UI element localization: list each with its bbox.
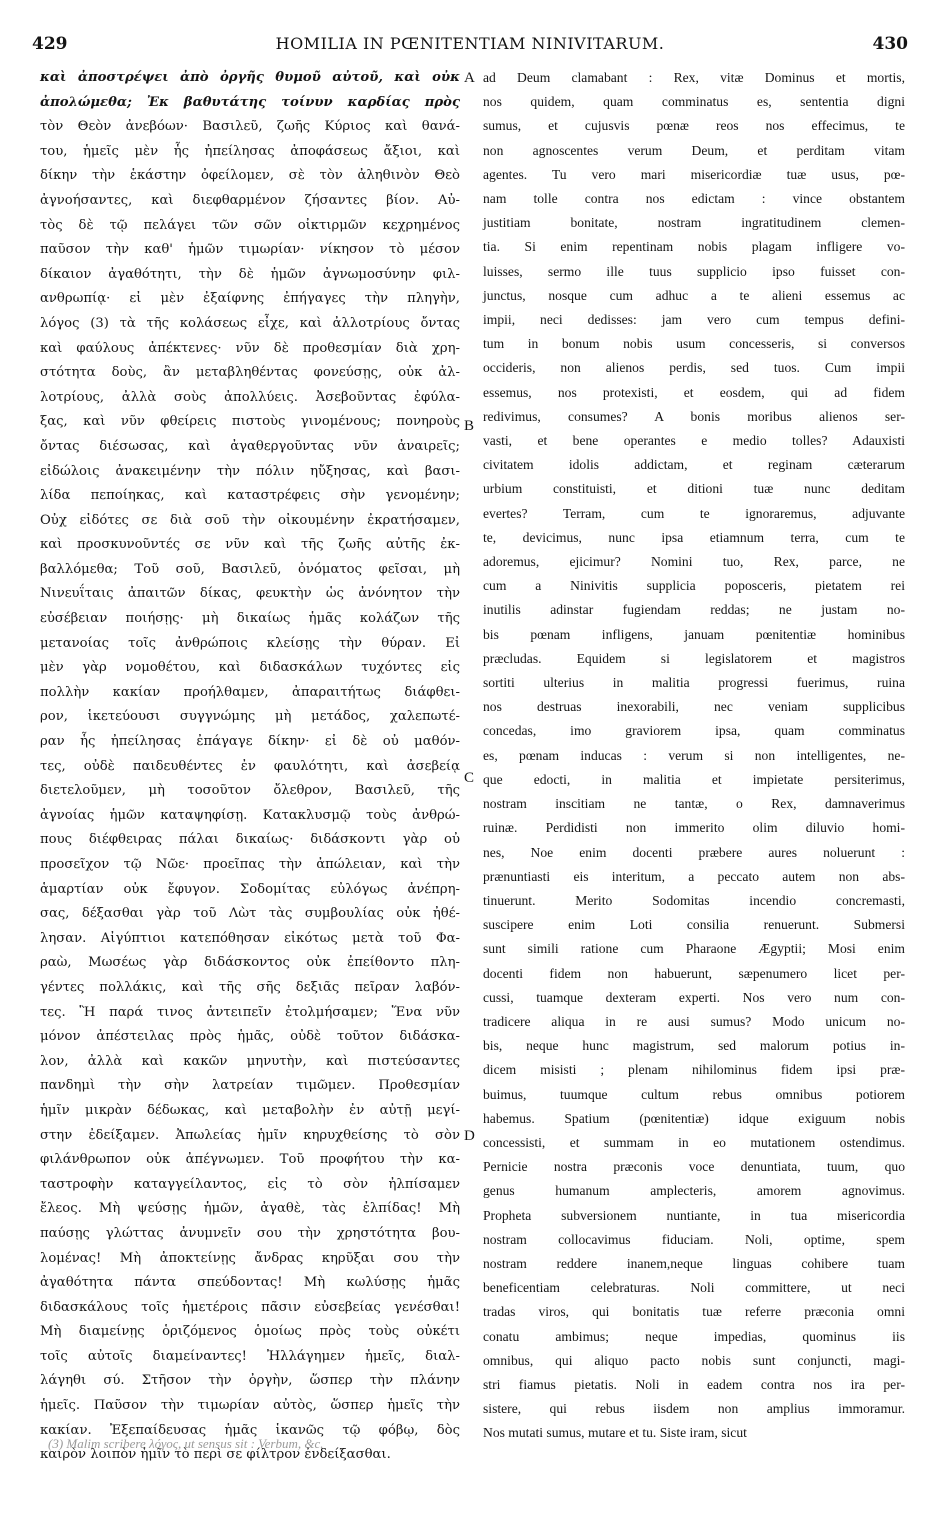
- text-line: σας, δέξασθαι γὰρ τοῦ Λὼτ τὰς συμβουλίας οὐκ ἠθέ-: [40, 906, 460, 922]
- text-line: nos destruas inexorabili, nec veniam supplicibus: [483, 699, 905, 715]
- text-line: Μὴ διαμείνῃς ὁριζόμενος ὁμοίως πρὸς τοὺς οὐκέτι: [40, 1324, 460, 1340]
- text-line: καὶ προσκυνοῦντές σε νῦν καὶ τῆς ζωῆς αὐτῆς ἐκ-: [40, 537, 460, 553]
- text-line: λομένας! Μὴ ἀποκτείνῃς ἄνδρας κηρῦξαι σου τὴν: [40, 1250, 460, 1266]
- text-line: ανθρωπίᾳ· εἰ μὲν ἐξαίφνης ἐπήγαγες τὴν πληγὴν,: [40, 291, 460, 307]
- running-title: HOMILIA IN PŒNITENTIAM NINIVITARUM.: [275, 34, 665, 53]
- margin-marker-c: C: [464, 770, 475, 786]
- text-line: στην ἐδείξαμεν. Ἀπωλείας ἡμῖν κηρυχθείσης τὸ σὸν: [40, 1127, 460, 1143]
- text-line: nostram collocavimus fiduciam. Noli, optime, spem: [483, 1231, 905, 1247]
- text-line: habemus. Spatium (pœnitentiæ) idque exiguum nobis: [483, 1110, 905, 1126]
- text-line: tinuerunt. Merito Sodomitas incendio concremasti,: [483, 892, 905, 908]
- text-line: καὶ ἀποστρέψει ἀπὸ ὀργῆς θυμοῦ αὐτοῦ, καὶ οὐκ: [40, 70, 460, 85]
- text-line: ξας, καὶ νῦν φθείρεις πιστοὺς γινομένους; πονηροὺς: [40, 414, 460, 430]
- text-line: ραν ἧς ἠπείλησας ἐπάγαγε δίκην· εἰ δὲ οὐ μαθόν-: [40, 734, 460, 750]
- text-line: conatu ambimus; neque impedias, quominus iis: [483, 1328, 905, 1344]
- text-line: redivimus, consumes? A bonis moribus alienos ser-: [483, 408, 905, 424]
- text-line: prænuntiasti eis interitum, a peccato autem non abs-: [483, 868, 905, 884]
- text-line: sunt simili ratione cum Pharaone Ægyptii; Mosi enim: [483, 941, 905, 957]
- text-line: προσεῖχον τῷ Νῶε· προεῖπας τὴν ἀπώλειαν, καὶ τὴν: [40, 857, 460, 872]
- text-line: λάγηθι σύ. Στῆσον τὴν ὀργὴν, ὥσπερ τὴν πλάνην: [40, 1373, 460, 1389]
- text-line: docenti fidem non habuerunt, sæpenumero licet per-: [483, 965, 905, 981]
- text-line: Pernicie nostra præconis voce denuntiata, tuum, quo: [483, 1159, 905, 1175]
- latin-text-column: [483, 66, 905, 1446]
- text-line: ἔλεος. Μὴ ψεύσῃς ἡμῶν, ἀγαθὲ, τὰς ἐλπίδας! Μὴ: [40, 1201, 460, 1217]
- text-line: nes, Noe enim docenti præbere aures noluerunt :: [483, 844, 905, 860]
- margin-marker-d: D: [464, 1128, 475, 1144]
- text-line: ἡμῖν μικρὰν δέδωκας, καὶ μεταβολὴν ἐν αὐτῇ μεγί-: [40, 1102, 460, 1118]
- text-line: του, ἡμεῖς μὲν ἧς ἠπείλησας ἀποφάσεως ἄξιοι, καὶ: [40, 143, 460, 159]
- text-line: ἀγνοήσαντες, καὶ διεφθαρμένον ζήσαντες βίον. Αὐ-: [40, 192, 460, 208]
- text-line: δίκαιον ἀγαθότητι, τὴν δὲ ἡμῶν ἀγνωμοσύνην φιλ-: [40, 266, 460, 282]
- text-line: omnibus, qui aliquo pacto nobis sunt conjuncti, magi-: [483, 1352, 905, 1368]
- text-line: tia. Si enim repentinam nobis plagam infligere vo-: [483, 239, 905, 255]
- text-line: ραὼ, Μωσέως γὰρ διδάσκοντος οὐκ ἐπείθοντο πλη-: [40, 955, 460, 971]
- text-line: παύσῃς γλώττας ἀνυμνεῖν σου τὴν χρηστότητα βου-: [40, 1225, 460, 1241]
- text-line: βαλλόμεθα; Τοῦ σοῦ, Βασιλεῦ, ὀνόματος φεῖσαι, μὴ: [40, 561, 460, 577]
- text-line: cum a Ninivitis supplicia poposceris, pietatem rei: [483, 578, 905, 594]
- text-line: ἀγαθότητα πάντα σπεύδοντας! Μὴ κωλύσῃς ἡμᾶς: [40, 1275, 460, 1291]
- text-line: sortiti ulterius in malitia progressi fuerimus, ruina: [483, 675, 905, 691]
- text-line: τες, οὐδὲ παιδευθέντες ἐν φαυλότητι, καὶ ἀσεβείᾳ: [40, 758, 460, 774]
- greek-text-column: [40, 66, 460, 1468]
- text-line: πολλὴν κακίαν προήλθαμεν, ἀπαραιτήτως διάφθει-: [40, 684, 460, 700]
- text-line: πανδημὶ τὴν σὴν λατρείαν τιμῶμεν. Προθεσμίαν: [40, 1078, 460, 1094]
- text-line: luisses, sermo ille tuus supplicio ipso fuisset con-: [483, 263, 905, 279]
- text-line: concedas, imo graviorem ipsa, quam comminatus: [483, 723, 905, 739]
- text-line: evertes? Terram, cum te ignoraremus, adjuvante: [483, 505, 905, 521]
- text-line: præcludas. Equidem si legislatorem et magistros: [483, 650, 905, 666]
- text-line: τὸν Θεὸν ἀνεβόων· Βασιλεῦ, ζωῆς Κύριος καὶ θανά-: [40, 119, 460, 135]
- text-line: μετανοίας τοῖς ἀνθρώποις κλείσῃς τὴν θύραν. Εἰ: [40, 635, 460, 651]
- text-line: Nos mutati sumus, mutare et tu. Siste iram, sicut: [483, 1425, 747, 1441]
- text-line: non agnoscentes verum Deum, et perditam vitam: [483, 142, 905, 158]
- footnote: (3) Malim scribere λόγος, ut sensus sit : Verbum, &c.: [48, 1436, 324, 1451]
- text-line: καιρὸν λοιπὸν ἡμῖν τὸ περὶ σε φίλτρον ἐνδείξασθαι.: [40, 1447, 391, 1463]
- text-line: ὄντας διέσωσας, καὶ ἀγαθεργοῦντας νῦν ἀναιρεῖς;: [40, 438, 460, 454]
- text-line: tradas viros, qui bonitatis tuæ referre præconia omni: [483, 1304, 905, 1320]
- text-line: sistere, qui rebus iisdem non amplius immoramur.: [483, 1401, 905, 1417]
- text-line: λον, ἀλλὰ καὶ κακῶν μηνυτὴν, καὶ πιστεύσαντες: [40, 1053, 460, 1069]
- text-line: essemus, nos protexisti, et eosdem, qui ad fidem: [483, 384, 905, 400]
- text-line: ruinæ. Perdidisti non immerito olim diluvio homi-: [483, 820, 905, 836]
- text-line: dicem misisti ; plenam nihilominus fidem ipsi præ-: [483, 1062, 905, 1078]
- page-number-left: 429: [32, 34, 68, 54]
- text-line: te, devicimus, nunc ipsa etiamnum terra, cum te: [483, 529, 905, 545]
- text-line: τοῖς αὐτοῖς διαμείναντες! Ἠλλάγημεν ἡμεῖς, διαλ-: [40, 1348, 460, 1364]
- text-line: λίδα πεποίηκας, καὶ καταστρέφεις σὴν γενομένην;: [40, 488, 460, 504]
- text-line: inutilis adinstar fugiendam reddas; ne justam no-: [483, 602, 905, 618]
- text-line: ταστροφὴν καταγγείλαντος, εἰς τὸ σὸν ἠλπίσαμεν: [40, 1176, 460, 1192]
- text-line: civitatem idolis addictam, et reginam cæterarum: [483, 457, 905, 473]
- text-line: δίκην τὴν ἑκάστην ὀφείλομεν, σὲ τὸν ἀληθινὸν Θεὸ: [40, 168, 460, 184]
- text-line: ἡμεῖς. Παῦσον τὴν τιμωρίαν αὐτὸς, ὥσπερ ἡμεῖς τὴν: [40, 1398, 460, 1414]
- text-line: nos quidem, quam comminatus es, sententia digni: [483, 94, 905, 110]
- text-line: nostram inscitiam ne tantæ, o Rex, damnaverimus: [483, 796, 905, 812]
- text-line: ἁμαρτίαν οὐκ ἔφυγον. Σοδομίτας εὐλόγως ἀνέπρη-: [40, 881, 460, 897]
- text-line: bis, neque hunc magistrum, sed malorum potius in-: [483, 1038, 905, 1054]
- text-line: παῦσον τὴν καθ' ἡμῶν τιμωρίαν· νίκησον τὸ μέσον: [40, 242, 460, 258]
- text-line: Νινευΐταις ἀπαιτῶν δίκας, φευκτὴν ὡς ἀνόνητον τὴν: [40, 586, 460, 602]
- text-line: εἰδώλοις ἀνακειμένην τὴν πόλιν ηὔξησας, καὶ βασι-: [40, 463, 460, 479]
- text-line: sumus, et cujusvis pœnæ reos nos effecimus, te: [483, 118, 905, 134]
- text-line: impii, neci dedisses: jam vero cum tempus defini-: [483, 312, 905, 328]
- text-line: es, pœnam inducas : verum si non intelligentes, ne-: [483, 747, 905, 763]
- text-line: λόγος (3) τὰ τῆς κολάσεως εἶχε, καὶ ἀλλοτρίους ὄντας: [40, 315, 460, 331]
- text-line: junctus, nosque cum adhuc a te alieni essemus ac: [483, 287, 905, 303]
- text-line: stri fiamus pietatis. Noli in eadem contra nos ira per-: [483, 1376, 905, 1392]
- text-line: Propheta subversionem nuntiante, in tua misericordia: [483, 1207, 905, 1223]
- text-line: κακίαν. Ἐξεπαίδευσας ἡμᾶς ἱκανῶς τῷ φόβῳ, δὸς: [40, 1422, 460, 1438]
- text-line: nam tolle contra nos edictam : vince obstantem: [483, 191, 905, 207]
- text-line: buimus, tuumque cultum rebus omnibus potiorem: [483, 1086, 905, 1102]
- text-line: ἀγνοίας ἡμῶν καταψηφίσῃ. Κατακλυσμῷ τοὺς ἀνθρώ-: [40, 807, 460, 823]
- text-line: tradicere aliqua in re ausi sumus? Modo unicum no-: [483, 1013, 905, 1029]
- text-line: vasti, et bene operantes e medio tolles? Adauxisti: [483, 433, 905, 449]
- text-line: ἀπολώμεθα; Ἐκ βαθυτάτης τοίνυν καρδίας πρὸς: [40, 94, 460, 110]
- page-number-right: 430: [872, 34, 908, 54]
- text-line: suscipere enim Loti consilia renuerunt. Submersi: [483, 917, 905, 933]
- text-line: πους διέφθειρας πάλαι δικαίως· διδάσκοντι γὰρ οὐ: [40, 832, 460, 848]
- text-line: concessisti, et summam in eo mutationem ostendimus.: [483, 1134, 905, 1150]
- text-line: γέντες πολλάκις, καὶ τῆς σῆς δεξιᾶς πεῖραν λαβόν-: [40, 979, 460, 995]
- text-line: εὐσέβειαν ποιήσῃς· μὴ δικαίως ἡμᾶς κολάζων τῆς: [40, 611, 460, 627]
- text-line: agentes. Tu vero mari misericordiæ tuæ usus, pœ-: [483, 166, 905, 182]
- text-line: μόνον ἀπέστειλας πρὸς ἡμᾶς, οὐδὲ τοῦτον διδάσκα-: [40, 1029, 460, 1045]
- margin-marker-a: A: [464, 70, 475, 86]
- text-line: λοτρίους, ἀλλὰ σοὺς ἀπολλύεις. Ἀσεβοῦντας ἐφύλα-: [40, 389, 460, 405]
- text-line: τες. Ἢ παρά τινος ἀντειπεῖν ἐτολμήσαμεν; Ἕνα νῦν: [40, 1004, 460, 1020]
- text-line: διετελοῦμεν, μὴ τοσοῦτον ὄλεθρον, Βασιλεῦ, τῆς: [40, 783, 460, 799]
- text-line: καὶ φαύλους ἀπέκτενες· νῦν δὲ προθεσμίαν διὰ χρη-: [40, 340, 460, 356]
- text-line: φιλάνθρωπον οὐκ ἀπέγνωμεν. Τοῦ προφήτου τὴν κα-: [40, 1152, 460, 1168]
- text-line: bis pœnam infligens, januam pœnitentiæ hominibus: [483, 626, 905, 642]
- text-line: genus humanum amplecteris, amorem agnovimus.: [483, 1183, 905, 1199]
- text-line: ad Deum clamabant : Rex, vitæ Dominus et mortis,: [483, 70, 905, 85]
- margin-marker-b: B: [464, 418, 475, 434]
- text-line: adoremus, ejicimur? Nomini tuo, Rex, parce, ne: [483, 554, 905, 570]
- text-line: tum in bonum nobis usum concesseris, si conversos: [483, 336, 905, 352]
- text-line: τὸς δὲ τῷ πελάγει τῶν σῶν οἰκτιρμῶν κεχρημένος: [40, 217, 460, 233]
- text-line: Οὐχ εἰδότες σε διὰ σοῦ τὴν οἰκουμένην ἐκρατήσαμεν,: [40, 512, 460, 528]
- text-line: διδασκάλους τοῖς ἡμετέροις πᾶσιν εὐσεβείας γενέσθαι!: [40, 1299, 460, 1315]
- text-line: que edocti, in malitia et impietate persiterimus,: [483, 771, 905, 787]
- text-line: nostram reddere inanem,neque linguas cohibere tuam: [483, 1255, 905, 1271]
- text-line: urbium constituisti, et ditioni tuæ nunc deditam: [483, 481, 905, 497]
- text-line: στότητα δοὺς, ἂν μεταβληθέντας φονεύσῃς, οὐκ ἀλ-: [40, 365, 460, 381]
- page-header: [32, 34, 908, 60]
- text-line: occideris, non alienos perdis, sed tuos. Cum impii: [483, 360, 905, 376]
- text-line: beneficentiam celebraturas. Noli committere, ut neci: [483, 1280, 905, 1296]
- text-line: λησαν. Αἰγύπτιοι κατεπόθησαν εἰκότως μετὰ τοῦ Φα-: [40, 930, 460, 946]
- text-line: cussi, tuamque dexteram experti. Nos vero num con-: [483, 989, 905, 1005]
- text-line: justitiam bonitate, nostram ingratitudinem clemen-: [483, 215, 905, 231]
- text-line: μὲν γὰρ νομοθέτου, καὶ διδασκάλων τυχόντες εἰς: [40, 660, 460, 676]
- text-line: ρον, ἱκετεύουσι συγγνώμης μὴ μετάδος, χαλεπωτέ-: [40, 709, 460, 725]
